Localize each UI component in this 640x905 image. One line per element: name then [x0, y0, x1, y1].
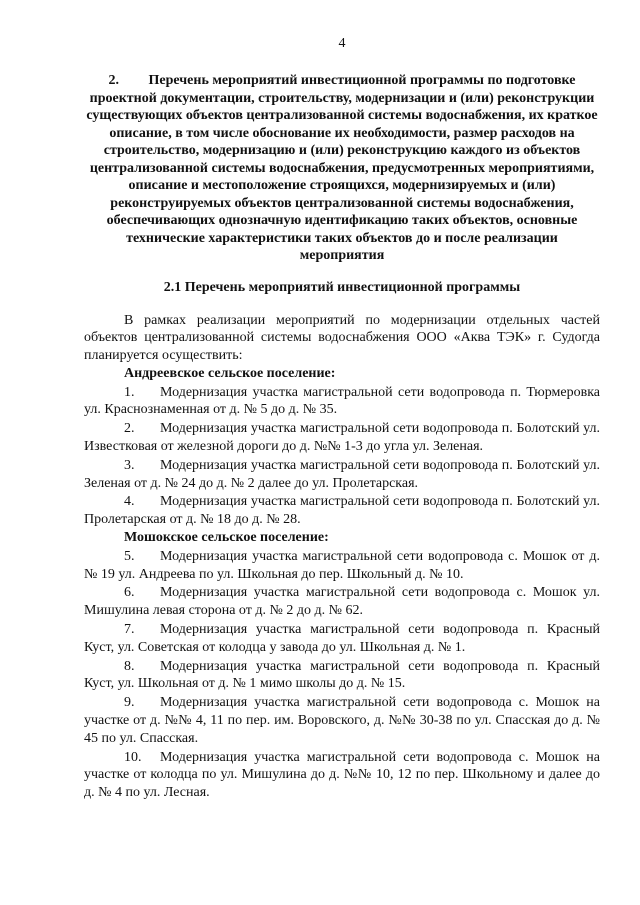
item-number: 4. — [124, 494, 135, 510]
item-number: 2. — [124, 421, 135, 437]
list-item — [84, 420, 600, 456]
group-heading-moshokskoe: Мошокское сельское поселение: — [124, 530, 329, 546]
item-number: 3. — [124, 457, 135, 473]
list-item — [84, 493, 600, 529]
item-text: Модернизация участка магистральной сети водопровода п. Болотский ул. Известковая от железной дороги до д. №№ 1-3 до угла ул. Зеленая. — [84, 421, 600, 455]
item-number: 7. — [124, 622, 135, 638]
subsection-heading: 2.1 Перечень мероприятий инвестиционной программы — [163, 279, 521, 295]
page-number: 4 — [338, 36, 346, 51]
item-text: Модернизация участка магистральной сети водопровода п. Болотский ул. Пролетарская от д. № 18 до д. № 28. — [84, 494, 600, 528]
list-item — [84, 658, 600, 694]
item-text: Модернизация участка магистральной сети водопровода п. Красный Куст, ул. Советская от колодца у завода до ул. Школьная д. № 1. — [84, 622, 600, 655]
list-item — [84, 749, 600, 802]
item-number: 8. — [124, 658, 135, 674]
list-item — [84, 694, 600, 747]
item-text: Модернизация участка магистральной сети водопровода с. Мошок от д. № 19 ул. Андреева по ул. Школьная до пер. Школьный д. № 10. — [84, 548, 600, 582]
item-text: Модернизация участка магистральной сети водопровода с. Мошок на участке от колодца по ул. Мишулина до д. №№ 10, 12 по пер. Школьному и далее до д. № 4 по ул. Лесная. — [84, 749, 600, 801]
item-number: 5. — [124, 548, 135, 564]
list-item — [84, 384, 600, 420]
group-heading-andreevskoe: Андреевское сельское поселение: — [124, 365, 336, 381]
item-text: Модернизация участка магистральной сети водопровода с. Мошок ул. Мишулина левая сторона от д. № 2 до д. № 62. — [84, 585, 600, 619]
list-item — [84, 548, 600, 584]
section-number: 2. — [108, 73, 120, 88]
item-number: 6. — [124, 585, 135, 601]
list-item — [84, 584, 600, 620]
item-text: Модернизация участка магистральной сети водопровода п. Тюрмеровка ул. Краснознаменная от д. № 5 до д. № 35. — [84, 384, 600, 418]
list-item — [84, 457, 600, 493]
section-heading — [84, 72, 600, 265]
item-number: 9. — [124, 695, 135, 711]
section-title: Перечень мероприятий инвестиционной программы по подготовке проектной документации, строительству, модернизации и (или) реконструкции существующих объектов централизованной системы водоснабжения, их краткое описание, в том числе обоснование их необходимости, размер расходов на строительство, модернизацию и (или) реконструкцию каждого из объектов централизованной системы водоснабжения, предусмотренных мероприятиями, описание и местоположение строящихся, модернизируемых и (или) реконструируемых объектов централизованной системы водоснабжения, обеспечивающих однозначную идентификацию таких объектов, основные технические характеристики таких объектов до и после реализации мероприятия — [86, 73, 598, 263]
item-number: 1. — [124, 384, 135, 400]
item-text: Модернизация участка магистральной сети водопровода с. Мошок на участке от д. №№ 4, 11 по пер. им. Воровского, д. №№ 30-38 по ул. Спасская до д. № 45 по ул. Спасская. — [84, 695, 600, 746]
item-text: Модернизация участка магистральной сети водопровода п. Красный Куст, ул. Школьная от д. № 1 мимо школы до д. № 15. — [84, 658, 600, 692]
list-item — [84, 621, 600, 657]
item-number: 10. — [124, 749, 142, 765]
item-text: Модернизация участка магистральной сети водопровода п. Болотский ул. Зеленая от д. № 24 до д. № 2 далее до ул. Пролетарская. — [84, 457, 600, 491]
intro-paragraph: В рамках реализации мероприятий по модернизации отдельных частей объектов централизованной системы водоснабжения ООО «Аква ТЭК» г. Судогда планируется осуществить: — [84, 312, 600, 364]
